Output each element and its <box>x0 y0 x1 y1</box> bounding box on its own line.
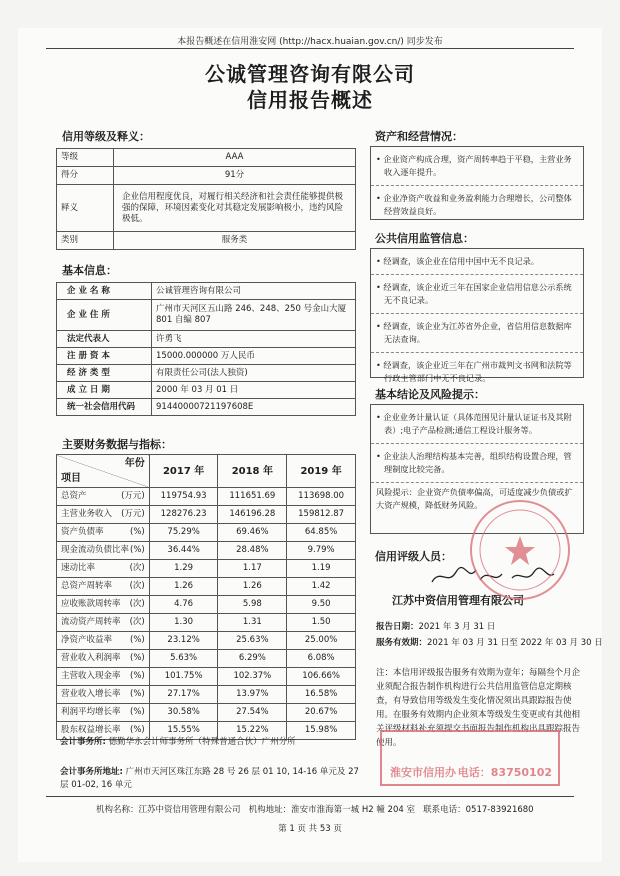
office-stamp <box>380 730 560 786</box>
finance-value: 20.67% <box>287 704 356 722</box>
finance-value: 111651.69 <box>218 488 287 506</box>
credit-key: 类别 <box>57 232 114 250</box>
finance-item <box>57 578 150 596</box>
service-period-value: 2021 年 03 月 31 日至 2022 年 03 月 30 日 <box>427 638 603 648</box>
finance-value: 6.29% <box>218 650 287 668</box>
finance-item-name: 主营收入现金率 <box>61 671 121 681</box>
conclusion-heading: 基本结论及风险提示： <box>375 388 485 401</box>
economic-type: 有限责任公司(法人独资) <box>152 365 356 382</box>
finance-value: 1.50 <box>287 614 356 632</box>
finance-item-unit: (%) <box>130 653 145 663</box>
finance-value: 13.97% <box>218 686 287 704</box>
credit-key: 释义 <box>57 185 114 232</box>
company-address: 广州市天河区五山路 246、248、250 号金山大厦 801 自编 807 <box>152 300 356 331</box>
finance-value: 15.98% <box>287 722 356 740</box>
seal-star-icon <box>472 502 568 598</box>
finance-item-name: 现金流动负债比率 <box>61 545 130 555</box>
finance-heading: 主要财务数据与指标： <box>62 438 172 451</box>
footer-addr-label: 机构地址： <box>248 805 292 815</box>
year-header: 2018 年 <box>218 455 287 488</box>
assets-item: • 企业资产构成合理，资产周转率趋于平稳，主营业务收入逐年提升。 <box>376 154 572 177</box>
legal-representative: 许勇飞 <box>152 331 356 348</box>
finance-item <box>57 488 150 506</box>
finance-value: 113698.00 <box>287 488 356 506</box>
year-header: 2017 年 <box>149 455 218 488</box>
finance-value: 15.22% <box>218 722 287 740</box>
finance-row <box>57 506 356 524</box>
footer-tel-label: 联系电话： <box>423 805 466 815</box>
assets-item: • 企业净资产收益和业务盈利能力合理增长，公司整体经营效益良好。 <box>376 193 572 216</box>
basic-key: 经 济 类 型 <box>57 365 152 382</box>
finance-item <box>57 542 150 560</box>
finance-value: 1.29 <box>149 560 218 578</box>
credit-table <box>56 148 356 250</box>
finance-value: 1.30 <box>149 614 218 632</box>
finance-item <box>57 524 150 542</box>
finance-value: 16.58% <box>287 686 356 704</box>
finance-value: 25.63% <box>218 632 287 650</box>
finance-item-name: 主营业务收入 <box>61 509 113 519</box>
footer-tel: 0517-83921680 <box>465 805 534 815</box>
finance-value: 1.17 <box>218 560 287 578</box>
office-stamp-name: 淮安市信用办 <box>390 766 456 779</box>
finance-item-unit: (次) <box>129 617 145 627</box>
finance-row <box>57 596 356 614</box>
finance-row <box>57 632 356 650</box>
basic-table <box>56 282 356 416</box>
company-seal <box>470 500 570 600</box>
firm-address-value: 广州市天河区珠江东路 28 号 26 层 01 10, 14-16 单元及 27 层 01-02, 16 单元 <box>60 767 359 790</box>
finance-value: 1.26 <box>218 578 287 596</box>
finance-value: 25.00% <box>287 632 356 650</box>
finance-value: 1.26 <box>149 578 218 596</box>
service-period-label: 服务有效期： <box>376 638 428 648</box>
finance-item-name: 营业收入增长率 <box>61 689 121 699</box>
finance-value: 27.54% <box>218 704 287 722</box>
finance-item <box>57 650 150 668</box>
finance-item <box>57 614 150 632</box>
finance-value: 102.37% <box>218 668 287 686</box>
supervision-heading: 公共信用监管信息： <box>375 232 474 245</box>
finance-item-name: 净资产收益率 <box>61 635 113 645</box>
footer-addr: 淮安市淮海第一城 H2 幢 204 室 <box>291 805 415 815</box>
finance-value: 101.75% <box>149 668 218 686</box>
credit-score: 91分 <box>114 167 356 185</box>
finance-value: 1.42 <box>287 578 356 596</box>
footer-org-label: 机构名称： <box>96 805 139 815</box>
finance-item <box>57 560 150 578</box>
basic-key: 成 立 日 期 <box>57 382 152 399</box>
finance-item <box>57 668 150 686</box>
footer-org: 江苏中资信用管理有限公司 <box>138 805 241 815</box>
footer-info <box>96 803 534 815</box>
finance-item-name: 应收账款周转率 <box>61 599 121 609</box>
finance-value: 4.76 <box>149 596 218 614</box>
supervision-box <box>370 248 584 383</box>
finance-value: 75.29% <box>149 524 218 542</box>
finance-row <box>57 524 356 542</box>
finance-item-unit: (次) <box>129 599 145 609</box>
registered-capital: 15000.000000 万人民币 <box>152 348 356 365</box>
report-date-value: 2021 年 3 月 31 日 <box>418 622 496 632</box>
accounting-firm <box>60 736 360 749</box>
credit-code: 91440000721197608E <box>152 399 356 416</box>
finance-value: 128276.23 <box>149 506 218 524</box>
finance-item-unit: (%) <box>130 707 145 717</box>
corner-item: 项目 <box>61 473 81 484</box>
finance-value: 9.79% <box>287 542 356 560</box>
finance-item-name: 营业收入利润率 <box>61 653 121 663</box>
year-header: 2019 年 <box>287 455 356 488</box>
finance-row <box>57 560 356 578</box>
finance-row <box>57 650 356 668</box>
footer-rule <box>46 796 574 797</box>
finance-row <box>57 668 356 686</box>
finance-value: 23.12% <box>149 632 218 650</box>
rating-heading: 信用评级人员： <box>375 550 452 563</box>
finance-item-unit: (%) <box>130 689 145 699</box>
credit-key: 等级 <box>57 149 114 167</box>
credit-grade: AAA <box>114 149 356 167</box>
finance-item-unit: (万元) <box>121 509 145 519</box>
service-period <box>376 636 603 648</box>
finance-value: 30.58% <box>149 704 218 722</box>
finance-item-name: 速动比率 <box>61 563 96 573</box>
basic-key: 法定代表人 <box>57 331 152 348</box>
finance-item-name: 股东权益增长率 <box>61 725 121 735</box>
top-rule <box>46 48 574 49</box>
conclusion-item: • 企业业务计量认证（具体范围见计量认证证书及其附表）;电子产品检测;通信工程设计服务等。 <box>376 412 572 435</box>
finance-item-unit: (次) <box>129 581 145 591</box>
finance-item <box>57 596 150 614</box>
conclusion-item: • 企业法人治理结构基本完善，组织结构设置合理，管理制度比较完备。 <box>376 451 572 474</box>
finance-value: 119754.93 <box>149 488 218 506</box>
report-date-label: 报告日期： <box>376 622 419 632</box>
finance-value: 106.66% <box>287 668 356 686</box>
rating-agency: 江苏中资信用管理有限公司 <box>392 594 524 607</box>
finance-value: 69.46% <box>218 524 287 542</box>
finance-value: 9.50 <box>287 596 356 614</box>
company-name: 公诚管理咨询有限公司 <box>152 283 356 300</box>
assets-heading: 资产和经营情况： <box>375 130 463 143</box>
basic-key: 注 册 资 本 <box>57 348 152 365</box>
finance-value: 1.31 <box>218 614 287 632</box>
finance-item-unit: (%) <box>130 725 145 735</box>
established-date: 2000 年 03 月 01 日 <box>152 382 356 399</box>
finance-value: 6.08% <box>287 650 356 668</box>
report-date <box>376 620 495 632</box>
supervision-item: • 经调查，该企业为江苏省外企业，省信用信息数据库无法查询。 <box>376 321 572 344</box>
finance-item-unit: (%) <box>130 527 145 537</box>
risk-note: 风险提示：企业资产负债率偏高，可适度减少负债或扩大资产规模，降低财务风险。 <box>376 487 573 510</box>
finance-value: 146196.28 <box>218 506 287 524</box>
finance-row <box>57 578 356 596</box>
firm-address-label: 会计事务所地址: <box>60 767 123 777</box>
finance-item <box>57 704 150 722</box>
office-stamp-phone: 电话：83750102 <box>457 766 552 779</box>
finance-value: 5.98 <box>218 596 287 614</box>
finance-item-unit: (%) <box>130 671 145 681</box>
finance-item-unit: (%) <box>130 545 145 555</box>
finance-item-name: 流动资产周转率 <box>61 617 121 627</box>
finance-row <box>57 542 356 560</box>
basic-heading: 基本信息： <box>62 264 117 277</box>
finance-item-name: 利润平均增长率 <box>61 707 121 717</box>
credit-key: 得分 <box>57 167 114 185</box>
basic-key: 统一社会信用代码 <box>57 399 152 416</box>
finance-item <box>57 686 150 704</box>
finance-item-unit: (次) <box>129 563 145 573</box>
company-title: 公诚管理咨询有限公司 <box>205 62 415 86</box>
page-number: 第 1 页 共 53 页 <box>278 824 342 834</box>
basic-key: 企 业 住 所 <box>57 300 152 331</box>
finance-item-name: 总资产 <box>61 491 87 501</box>
finance-value: 64.85% <box>287 524 356 542</box>
basic-key: 企 业 名 称 <box>57 283 152 300</box>
report-title: 信用报告概述 <box>247 88 373 112</box>
supervision-item: • 经调查，该企业近三年在国家企业信用信息公示系统无不良记录。 <box>376 282 572 305</box>
finance-item <box>57 506 150 524</box>
finance-corner <box>57 455 150 488</box>
finance-row <box>57 704 356 722</box>
supervision-item: • 经调查，该企业近三年在广州市裁判文书网和法院等行政主管部门中无不良记录。 <box>376 360 572 383</box>
finance-item-name: 资产负债率 <box>61 527 104 537</box>
finance-row <box>57 686 356 704</box>
corner-year: 年份 <box>124 458 145 469</box>
finance-value: 159812.87 <box>287 506 356 524</box>
finance-value: 27.17% <box>149 686 218 704</box>
finance-value: 5.63% <box>149 650 218 668</box>
finance-value: 15.55% <box>149 722 218 740</box>
supervision-item: • 经调查，该企业在信用中国中无不良记录。 <box>376 256 539 266</box>
firm-label: 会计事务所: <box>60 737 106 747</box>
rating-note: 注：本信用评级报告服务有效期为壹年；每隔叁个月企业须配合报告制作机构进行公共信用监管信息定期核查，有导致信用等级发生变化情况须出具跟踪报告使用。在服务有效期内企业须本等级发生变更或有其他相关评级材料补充须提交书面报告制作机构出具跟踪报告使用。 <box>376 668 581 748</box>
finance-table <box>56 454 356 740</box>
accounting-firm-address <box>60 766 360 792</box>
finance-item-unit: (万元) <box>121 491 145 501</box>
firm-value: 德勤华永会计师事务所（特殊普通合伙）广州分所 <box>108 737 296 747</box>
credit-definition: 企业信用程度优良，对履行相关经济和社会责任能够提供极强的保障，环境因素变化对其稳定发展影响极小，违约风险极低。 <box>114 185 356 232</box>
finance-item-name: 总资产周转率 <box>61 581 113 591</box>
credit-category: 服务类 <box>114 232 356 250</box>
finance-row <box>57 614 356 632</box>
top-notice: 本报告概述在信用淮安网 (http://hacx.huaian.gov.cn/) 同步发布 <box>177 37 443 47</box>
finance-value: 1.19 <box>287 560 356 578</box>
finance-value: 36.44% <box>149 542 218 560</box>
finance-row <box>57 488 356 506</box>
finance-item <box>57 632 150 650</box>
finance-item-unit: (%) <box>130 635 145 645</box>
assets-box <box>370 146 584 220</box>
credit-heading: 信用等级及释义： <box>62 130 150 143</box>
finance-value: 28.48% <box>218 542 287 560</box>
